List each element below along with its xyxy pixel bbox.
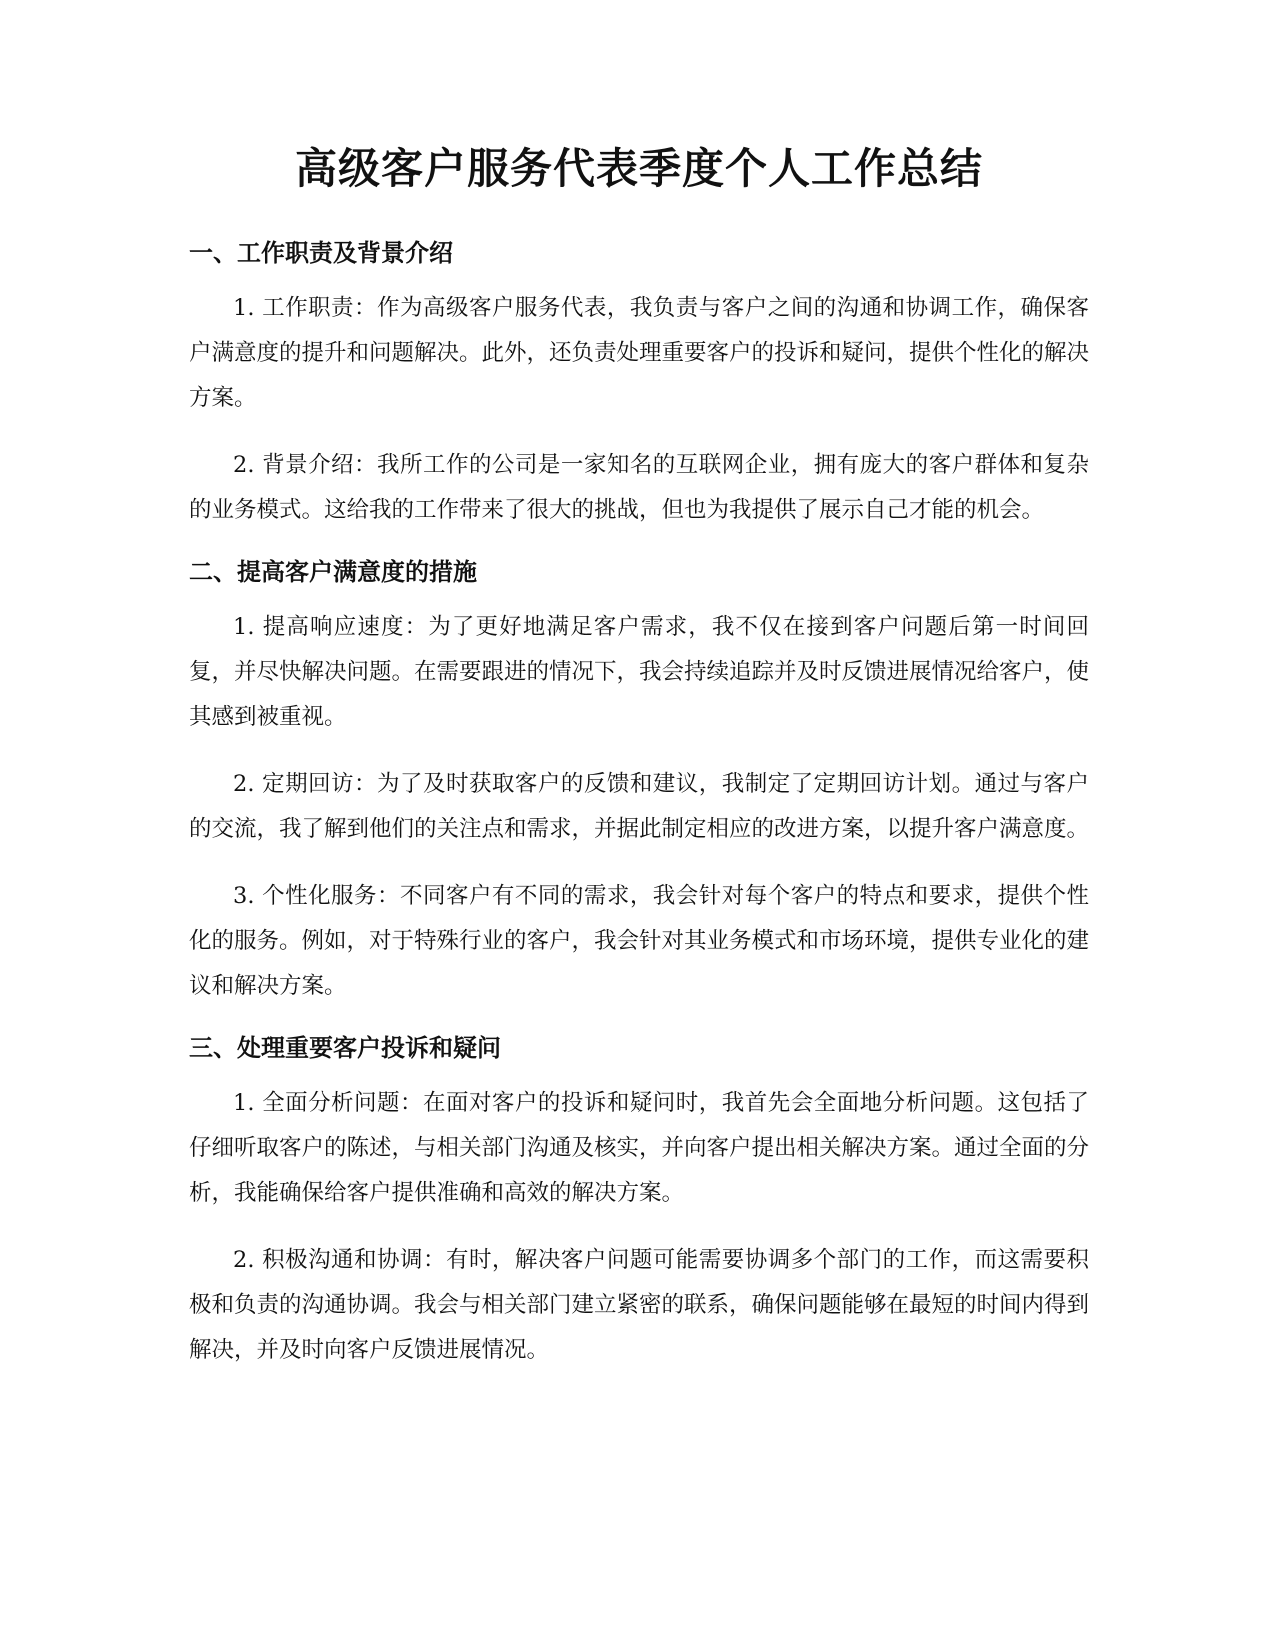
document-body <box>189 140 1089 1395</box>
section-heading: 二、提高客户满意度的措施 <box>189 558 477 586</box>
paragraph: 2. 背景介绍：我所工作的公司是一家知名的互联网企业，拥有庞大的客户群体和复杂的业务模式。这给我的工作带来了很大的挑战，但也为我提供了展示自己才能的机会。 <box>189 452 1089 523</box>
document-title: 高级客户服务代表季度个人工作总结 <box>294 144 983 193</box>
section-heading: 一、工作职责及背景介绍 <box>189 239 453 267</box>
paragraph: 2. 定期回访：为了及时获取客户的反馈和建议，我制定了定期回访计划。通过与客户的交流，我了解到他们的关注点和需求，并据此制定相应的改进方案，以提升客户满意度。 <box>189 771 1090 842</box>
section-satisfaction-measures <box>189 555 1089 1009</box>
paragraph: 2. 积极沟通和协调：有时，解决客户问题可能需要协调多个部门的工作，而这需要积极和负责的沟通协调。我会与相关部门建立紧密的联系，确保问题能够在最短的时间内得到解决，并及时向客户反馈进展情况。 <box>189 1247 1090 1363</box>
paragraph: 3. 个性化服务：不同客户有不同的需求，我会针对每个客户的特点和要求，提供个性化的服务。例如，对于特殊行业的客户，我会针对其业务模式和市场环境，提供专业化的建议和解决方案。 <box>189 883 1090 999</box>
section-heading: 三、处理重要客户投诉和疑问 <box>189 1034 501 1062</box>
paragraph: 1. 全面分析问题：在面对客户的投诉和疑问时，我首先会全面地分析问题。这包括了仔细听取客户的陈述，与相关部门沟通及核实，并向客户提出相关解决方案。通过全面的分析，我能确保给客户提供准确和高效的解决方案。 <box>189 1090 1090 1206</box>
paragraph: 1. 提高响应速度：为了更好地满足客户需求，我不仅在接到客户问题后第一时间回复，并尽快解决问题。在需要跟进的情况下，我会持续追踪并及时反馈进展情况给客户，使其感到被重视。 <box>189 614 1090 730</box>
paragraph: 1. 工作职责：作为高级客户服务代表，我负责与客户之间的沟通和协调工作，确保客户满意度的提升和问题解决。此外，还负责处理重要客户的投诉和疑问，提供个性化的解决方案。 <box>189 295 1090 411</box>
section-complaints-handling <box>189 1031 1089 1373</box>
section-responsibilities <box>189 236 1089 533</box>
